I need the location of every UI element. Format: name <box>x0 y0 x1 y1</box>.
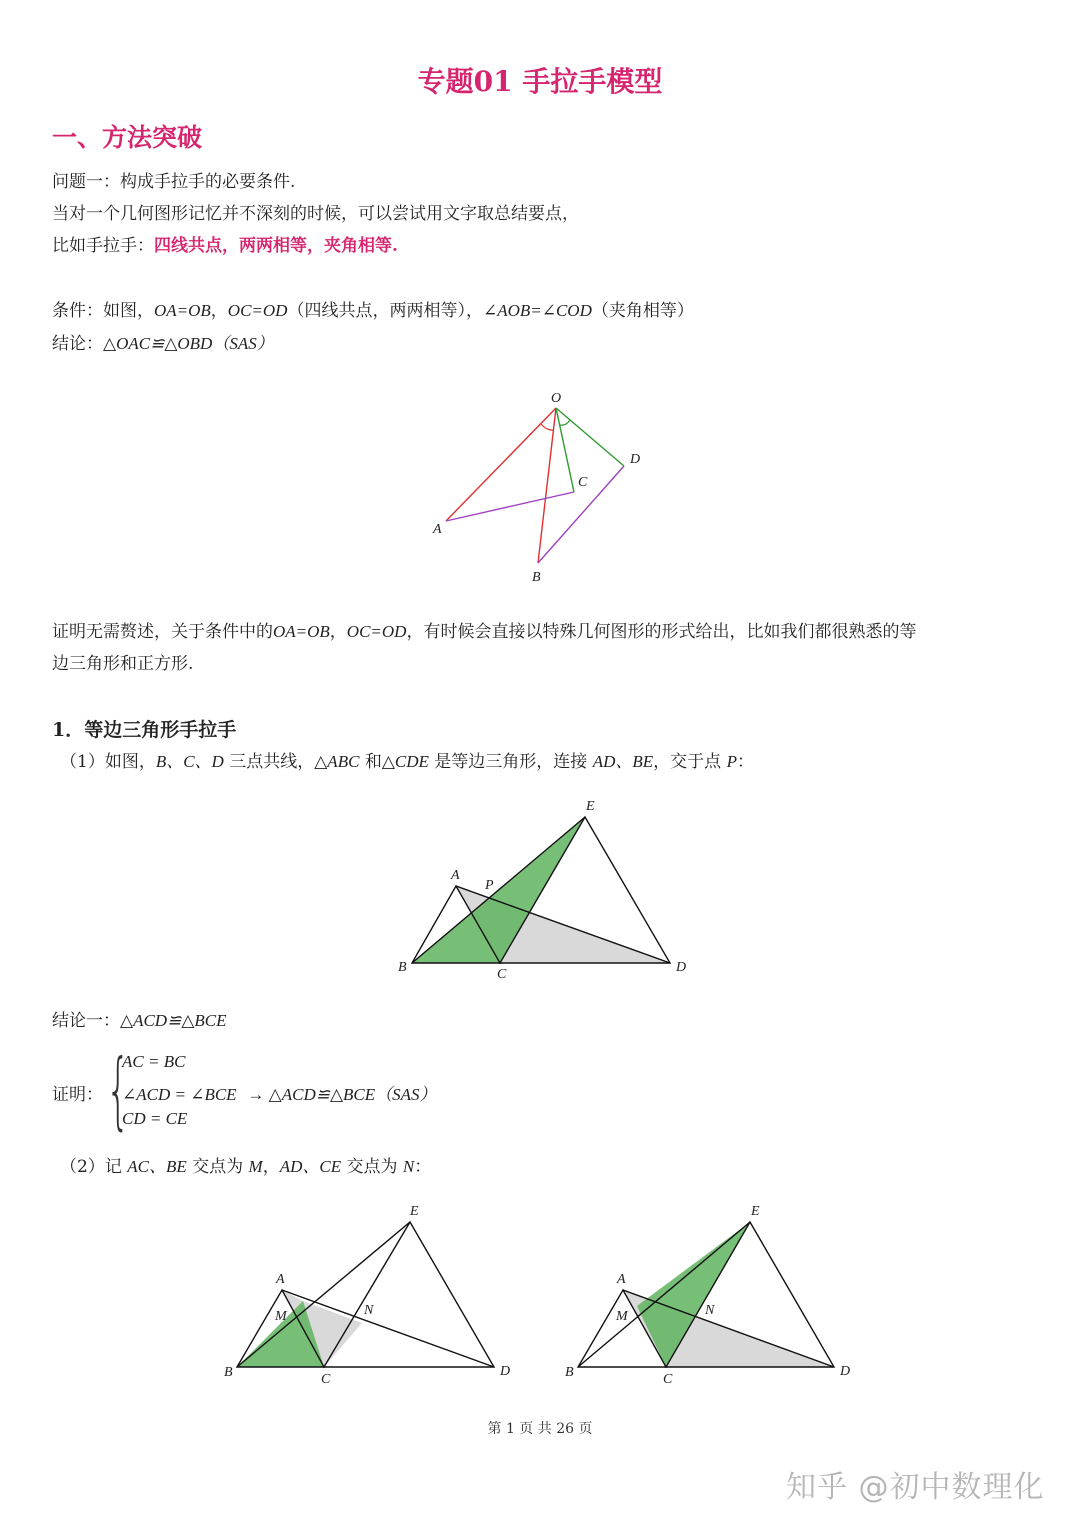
fig3-label-e: E <box>410 1204 419 1219</box>
proof-line-1: AC = BC <box>122 1052 186 1071</box>
watermark: 知乎 @初中数理化 <box>786 1470 1045 1505</box>
case2-m2: 交点为 <box>341 1157 403 1177</box>
case2-p2: N <box>402 1157 415 1176</box>
proof-tag: （SAS） <box>375 1085 437 1104</box>
condition-eq1: OA=OB <box>154 301 211 320</box>
remark-e2: OC=OD <box>346 622 407 641</box>
condition-eq2: OC=OD <box>227 301 288 320</box>
figure-2-equilateral <box>398 799 686 982</box>
fig4-label-e: E <box>751 1204 760 1219</box>
fig1-label-c: C <box>578 475 588 490</box>
remark-p2: ，有时候会直接以特殊几何图形的形式给出，比如我们都很熟悉的等 <box>406 622 917 642</box>
fig3-label-c: C <box>321 1372 331 1387</box>
fig2-label-p: P <box>485 878 494 893</box>
fig1-angle-cod <box>560 420 570 425</box>
conclusion-tag: （SAS） <box>212 334 274 353</box>
fig1-label-a: A <box>433 522 442 537</box>
fig3-label-n: N <box>364 1303 374 1318</box>
case2-m1: 交点为 <box>186 1157 249 1177</box>
figure-3-m-n-left <box>224 1204 510 1387</box>
case2-prefix: （2）记 <box>60 1157 128 1177</box>
case2-p1: M <box>248 1157 263 1176</box>
fig4-label-n: N <box>705 1303 715 1318</box>
fig3-label-m: M <box>275 1309 287 1324</box>
proof-label: 证明： <box>52 1085 103 1105</box>
fig2-label-d: D <box>676 960 687 975</box>
fig2-label-a: A <box>451 868 460 883</box>
case1-mid3: ，交于点 <box>653 752 727 772</box>
fig1-label-b: B <box>532 570 541 585</box>
remark-s1: ， <box>329 622 347 642</box>
case2-sep: ， <box>262 1157 280 1177</box>
conclusion-expr: △OAC≌△OBD <box>103 334 213 353</box>
page-footer: 第 1 页 共 26 页 <box>487 1421 593 1437</box>
case2-s2: AD、CE <box>279 1157 342 1176</box>
fig4-label-d: D <box>840 1364 851 1379</box>
condition-eq3: ∠AOB=∠COD <box>482 301 592 320</box>
proof-line-3: CD = CE <box>122 1109 188 1128</box>
fig1-segment-ac <box>446 492 574 521</box>
case1-end: ： <box>736 752 754 772</box>
fig1-segment-ob <box>538 408 556 563</box>
fig3-triangle-cde <box>324 1222 494 1367</box>
fig2-label-b: B <box>398 960 407 975</box>
case1-mid1: 三点共线， <box>223 752 315 772</box>
fig4-label-a: A <box>617 1272 626 1287</box>
fig2-label-e: E <box>586 799 595 814</box>
case1-prefix: （1）如图， <box>60 752 156 772</box>
proof-arrow: → △ACD≌△BCE <box>247 1085 376 1104</box>
figure-4-m-n-right <box>565 1204 850 1387</box>
remark-e1: OA=OB <box>273 622 330 641</box>
condition-note2: （夹角相等） <box>591 301 694 321</box>
subsection-heading: 1．等边三角形手拉手 <box>52 719 237 741</box>
case1-pts: B、C、D <box>155 752 224 771</box>
remark-p1: 证明无需赘述，关于条件中的 <box>52 622 273 642</box>
fig4-label-m: M <box>616 1309 628 1324</box>
page-title: 专题01 手拉手模型 <box>417 65 663 98</box>
case2-s1: AC、BE <box>127 1157 187 1176</box>
condition-label: 条件：如图， <box>52 301 154 321</box>
intro-line-1: 问题一：构成手拉手的必要条件. <box>52 172 296 192</box>
case1-p: P <box>726 752 737 771</box>
fig1-angle-aob <box>541 424 554 430</box>
intro-highlight: 四线共点，两两相等，夹角相等. <box>154 236 398 256</box>
fig4-label-c: C <box>663 1372 673 1387</box>
conclusion1-expr: △ACD≌△BCE <box>120 1011 227 1030</box>
case1-t2: △CDE <box>381 752 429 771</box>
intro-prefix: 比如手拉手： <box>52 236 154 256</box>
case1-seg: AD、BE <box>592 752 654 771</box>
fig1-segment-oa <box>446 408 556 521</box>
case2-end: ： <box>414 1157 432 1177</box>
condition-sep: ， <box>210 301 228 321</box>
proof-l2: ∠ACD = ∠BCE <box>122 1085 237 1104</box>
fig3-label-a: A <box>276 1272 285 1287</box>
remark-p3: 边三角形和正方形. <box>52 654 194 674</box>
fig2-label-c: C <box>497 967 507 982</box>
proof-brace: { <box>106 1041 131 1139</box>
fig1-label-d: D <box>630 452 641 467</box>
fig3-label-d: D <box>500 1364 511 1379</box>
case1-mid2: 是等边三角形，连接 <box>428 752 593 772</box>
fig4-label-b: B <box>565 1365 574 1380</box>
figure-1-hand-in-hand <box>432 391 640 585</box>
fig1-label-o: O <box>551 391 562 406</box>
case1-t1: △ABC <box>314 752 360 771</box>
fig3-label-b: B <box>224 1365 233 1380</box>
case1-and: 和 <box>359 752 382 772</box>
conclusion1-label: 结论一： <box>52 1011 120 1031</box>
conclusion-label: 结论： <box>52 334 103 354</box>
section-heading: 一、方法突破 <box>52 123 203 152</box>
intro-line-2: 当对一个几何图形记忆并不深刻的时候，可以尝试用文字取总结要点， <box>52 204 579 224</box>
condition-note1: （四线共点，两两相等）， <box>287 301 483 321</box>
